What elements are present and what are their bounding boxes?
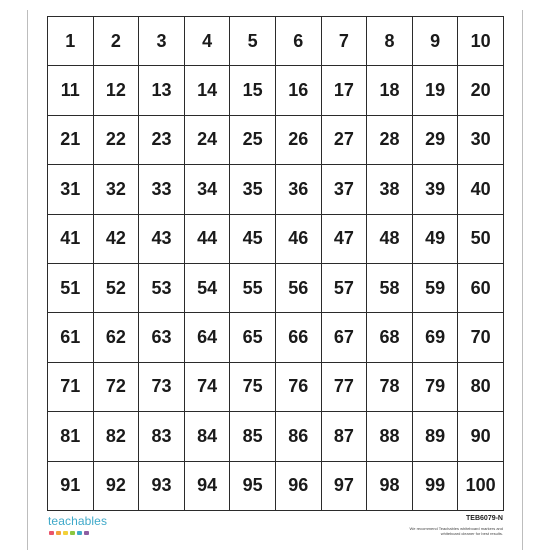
number-cell: 64 bbox=[185, 313, 231, 362]
number-cell: 4 bbox=[185, 17, 231, 66]
number-cell: 99 bbox=[413, 462, 459, 511]
number-cell: 54 bbox=[185, 264, 231, 313]
number-cell: 5 bbox=[230, 17, 276, 66]
number-cell: 83 bbox=[139, 412, 185, 461]
number-cell: 35 bbox=[230, 165, 276, 214]
brand-dot bbox=[77, 531, 82, 535]
number-cell: 11 bbox=[48, 66, 94, 115]
number-cell: 86 bbox=[276, 412, 322, 461]
number-cell: 14 bbox=[185, 66, 231, 115]
number-cell: 37 bbox=[322, 165, 368, 214]
care-note: We recommend Teachables whiteboard markers and whiteboard cleaner for best results. bbox=[409, 526, 503, 536]
number-cell: 10 bbox=[458, 17, 504, 66]
number-cell: 50 bbox=[458, 215, 504, 264]
number-cell: 70 bbox=[458, 313, 504, 362]
number-cell: 53 bbox=[139, 264, 185, 313]
brand-dot bbox=[84, 531, 89, 535]
number-cell: 88 bbox=[367, 412, 413, 461]
number-cell: 9 bbox=[413, 17, 459, 66]
number-cell: 21 bbox=[48, 116, 94, 165]
brand-dot bbox=[70, 531, 75, 535]
number-cell: 96 bbox=[276, 462, 322, 511]
hundreds-chart-grid bbox=[47, 16, 504, 511]
number-cell: 22 bbox=[94, 116, 140, 165]
number-cell: 42 bbox=[94, 215, 140, 264]
number-cell: 95 bbox=[230, 462, 276, 511]
brand-dot bbox=[49, 531, 54, 535]
brand-logo bbox=[48, 514, 128, 540]
number-cell: 39 bbox=[413, 165, 459, 214]
number-cell: 2 bbox=[94, 17, 140, 66]
number-cell: 87 bbox=[322, 412, 368, 461]
number-cell: 3 bbox=[139, 17, 185, 66]
number-cell: 92 bbox=[94, 462, 140, 511]
number-cell: 67 bbox=[322, 313, 368, 362]
number-cell: 79 bbox=[413, 363, 459, 412]
number-cell: 58 bbox=[367, 264, 413, 313]
number-cell: 59 bbox=[413, 264, 459, 313]
number-cell: 43 bbox=[139, 215, 185, 264]
number-cell: 93 bbox=[139, 462, 185, 511]
number-cell: 74 bbox=[185, 363, 231, 412]
number-cell: 51 bbox=[48, 264, 94, 313]
number-cell: 38 bbox=[367, 165, 413, 214]
number-cell: 25 bbox=[230, 116, 276, 165]
number-cell: 72 bbox=[94, 363, 140, 412]
number-cell: 100 bbox=[458, 462, 504, 511]
number-cell: 69 bbox=[413, 313, 459, 362]
number-cell: 34 bbox=[185, 165, 231, 214]
number-cell: 45 bbox=[230, 215, 276, 264]
number-cell: 18 bbox=[367, 66, 413, 115]
number-cell: 78 bbox=[367, 363, 413, 412]
number-cell: 41 bbox=[48, 215, 94, 264]
number-cell: 44 bbox=[185, 215, 231, 264]
number-cell: 7 bbox=[322, 17, 368, 66]
number-cell: 84 bbox=[185, 412, 231, 461]
number-cell: 60 bbox=[458, 264, 504, 313]
number-cell: 27 bbox=[322, 116, 368, 165]
number-cell: 81 bbox=[48, 412, 94, 461]
number-cell: 97 bbox=[322, 462, 368, 511]
number-cell: 33 bbox=[139, 165, 185, 214]
number-cell: 28 bbox=[367, 116, 413, 165]
number-cell: 98 bbox=[367, 462, 413, 511]
number-cell: 73 bbox=[139, 363, 185, 412]
number-cell: 29 bbox=[413, 116, 459, 165]
number-cell: 62 bbox=[94, 313, 140, 362]
number-cell: 94 bbox=[185, 462, 231, 511]
number-cell: 89 bbox=[413, 412, 459, 461]
number-cell: 19 bbox=[413, 66, 459, 115]
number-cell: 24 bbox=[185, 116, 231, 165]
number-cell: 47 bbox=[322, 215, 368, 264]
brand-color-dots bbox=[49, 531, 89, 535]
number-cell: 20 bbox=[458, 66, 504, 115]
number-cell: 48 bbox=[367, 215, 413, 264]
number-cell: 80 bbox=[458, 363, 504, 412]
number-cell: 26 bbox=[276, 116, 322, 165]
number-cell: 31 bbox=[48, 165, 94, 214]
number-cell: 55 bbox=[230, 264, 276, 313]
number-cell: 56 bbox=[276, 264, 322, 313]
number-cell: 16 bbox=[276, 66, 322, 115]
brand-dot bbox=[63, 531, 68, 535]
number-cell: 90 bbox=[458, 412, 504, 461]
number-cell: 68 bbox=[367, 313, 413, 362]
number-cell: 61 bbox=[48, 313, 94, 362]
number-cell: 32 bbox=[94, 165, 140, 214]
number-cell: 13 bbox=[139, 66, 185, 115]
number-cell: 75 bbox=[230, 363, 276, 412]
number-cell: 30 bbox=[458, 116, 504, 165]
number-cell: 77 bbox=[322, 363, 368, 412]
number-cell: 1 bbox=[48, 17, 94, 66]
number-cell: 23 bbox=[139, 116, 185, 165]
number-cell: 12 bbox=[94, 66, 140, 115]
number-cell: 65 bbox=[230, 313, 276, 362]
number-cell: 15 bbox=[230, 66, 276, 115]
number-cell: 91 bbox=[48, 462, 94, 511]
number-cell: 57 bbox=[322, 264, 368, 313]
number-cell: 8 bbox=[367, 17, 413, 66]
number-cell: 40 bbox=[458, 165, 504, 214]
number-cell: 49 bbox=[413, 215, 459, 264]
number-cell: 36 bbox=[276, 165, 322, 214]
number-cell: 52 bbox=[94, 264, 140, 313]
number-cell: 63 bbox=[139, 313, 185, 362]
number-cell: 66 bbox=[276, 313, 322, 362]
brand-name: teachables bbox=[48, 514, 108, 528]
number-cell: 17 bbox=[322, 66, 368, 115]
number-cell: 76 bbox=[276, 363, 322, 412]
number-cell: 46 bbox=[276, 215, 322, 264]
number-cell: 82 bbox=[94, 412, 140, 461]
number-cell: 6 bbox=[276, 17, 322, 66]
brand-dot bbox=[56, 531, 61, 535]
number-cell: 71 bbox=[48, 363, 94, 412]
number-cell: 85 bbox=[230, 412, 276, 461]
product-code: TEB6079-N bbox=[466, 515, 503, 522]
